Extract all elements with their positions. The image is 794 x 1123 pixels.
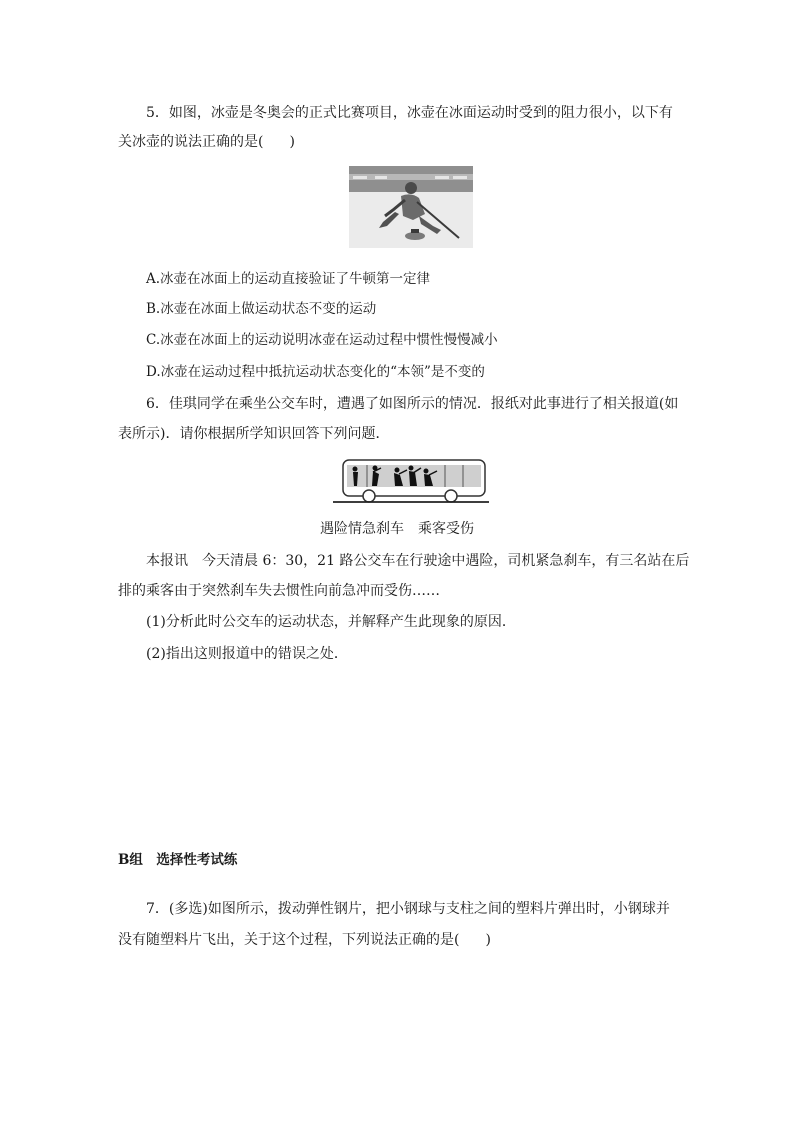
q7-stem-text: 没有随塑料片飞出，关于这个过程，下列说法正确的是( <box>118 932 460 948</box>
q6-stem-line2: 表所示)．请你根据所学知识回答下列问题． <box>118 426 390 442</box>
bus-illustration <box>333 456 489 504</box>
section-b-heading: B组 选择性考试练 <box>118 852 238 868</box>
report-line1: 本报讯 今天清晨 6：30，21 路公交车在行驶途中遇险，司机紧急刹车，有三名站在后 <box>146 553 690 569</box>
report-headline: 遇险情急刹车 乘客受伤 <box>320 521 474 537</box>
q6-subquestion-1: (1)分析此时公交车的运动状态，并解释产生此现象的原因． <box>146 614 516 630</box>
q5-stem-line1: 5．如图，冰壶是冬奥会的正式比赛项目，冰壶在冰面运动时受到的阻力很小，以下有 <box>146 105 673 121</box>
q7-stem-line1: 7．(多选)如图所示，拨动弹性钢片，把小钢球与支柱之间的塑料片弹出时，小钢球并 <box>146 901 670 917</box>
q5-option-a: A.冰壶在冰面上的运动直接验证了牛顿第一定律 <box>146 271 431 287</box>
q6-subquestion-2: (2)指出这则报道中的错误之处． <box>146 646 348 662</box>
q7-stem-line2 <box>118 931 491 949</box>
q7-close-paren: ) <box>485 932 491 948</box>
report-line2: 排的乘客由于突然刹车失去惯性向前急冲而受伤…… <box>118 583 440 599</box>
q5-option-d: D.冰壶在运动过程中抵抗运动状态变化的“本领”是不变的 <box>146 364 485 380</box>
curling-photo <box>349 166 473 248</box>
q5-option-c: C.冰壶在冰面上的运动说明冰壶在运动过程中惯性慢慢减小 <box>146 332 498 348</box>
q5-option-b: B.冰壶在冰面上做运动状态不变的运动 <box>146 301 377 317</box>
q5-close-paren: ) <box>289 134 295 150</box>
q6-stem-line1: 6．佳琪同学在乘坐公交车时，遭遇了如图所示的情况．报纸对此事进行了相关报道(如 <box>146 396 679 412</box>
q5-stem-line2 <box>118 133 295 151</box>
q5-stem-text: 关冰壶的说法正确的是( <box>118 134 264 150</box>
